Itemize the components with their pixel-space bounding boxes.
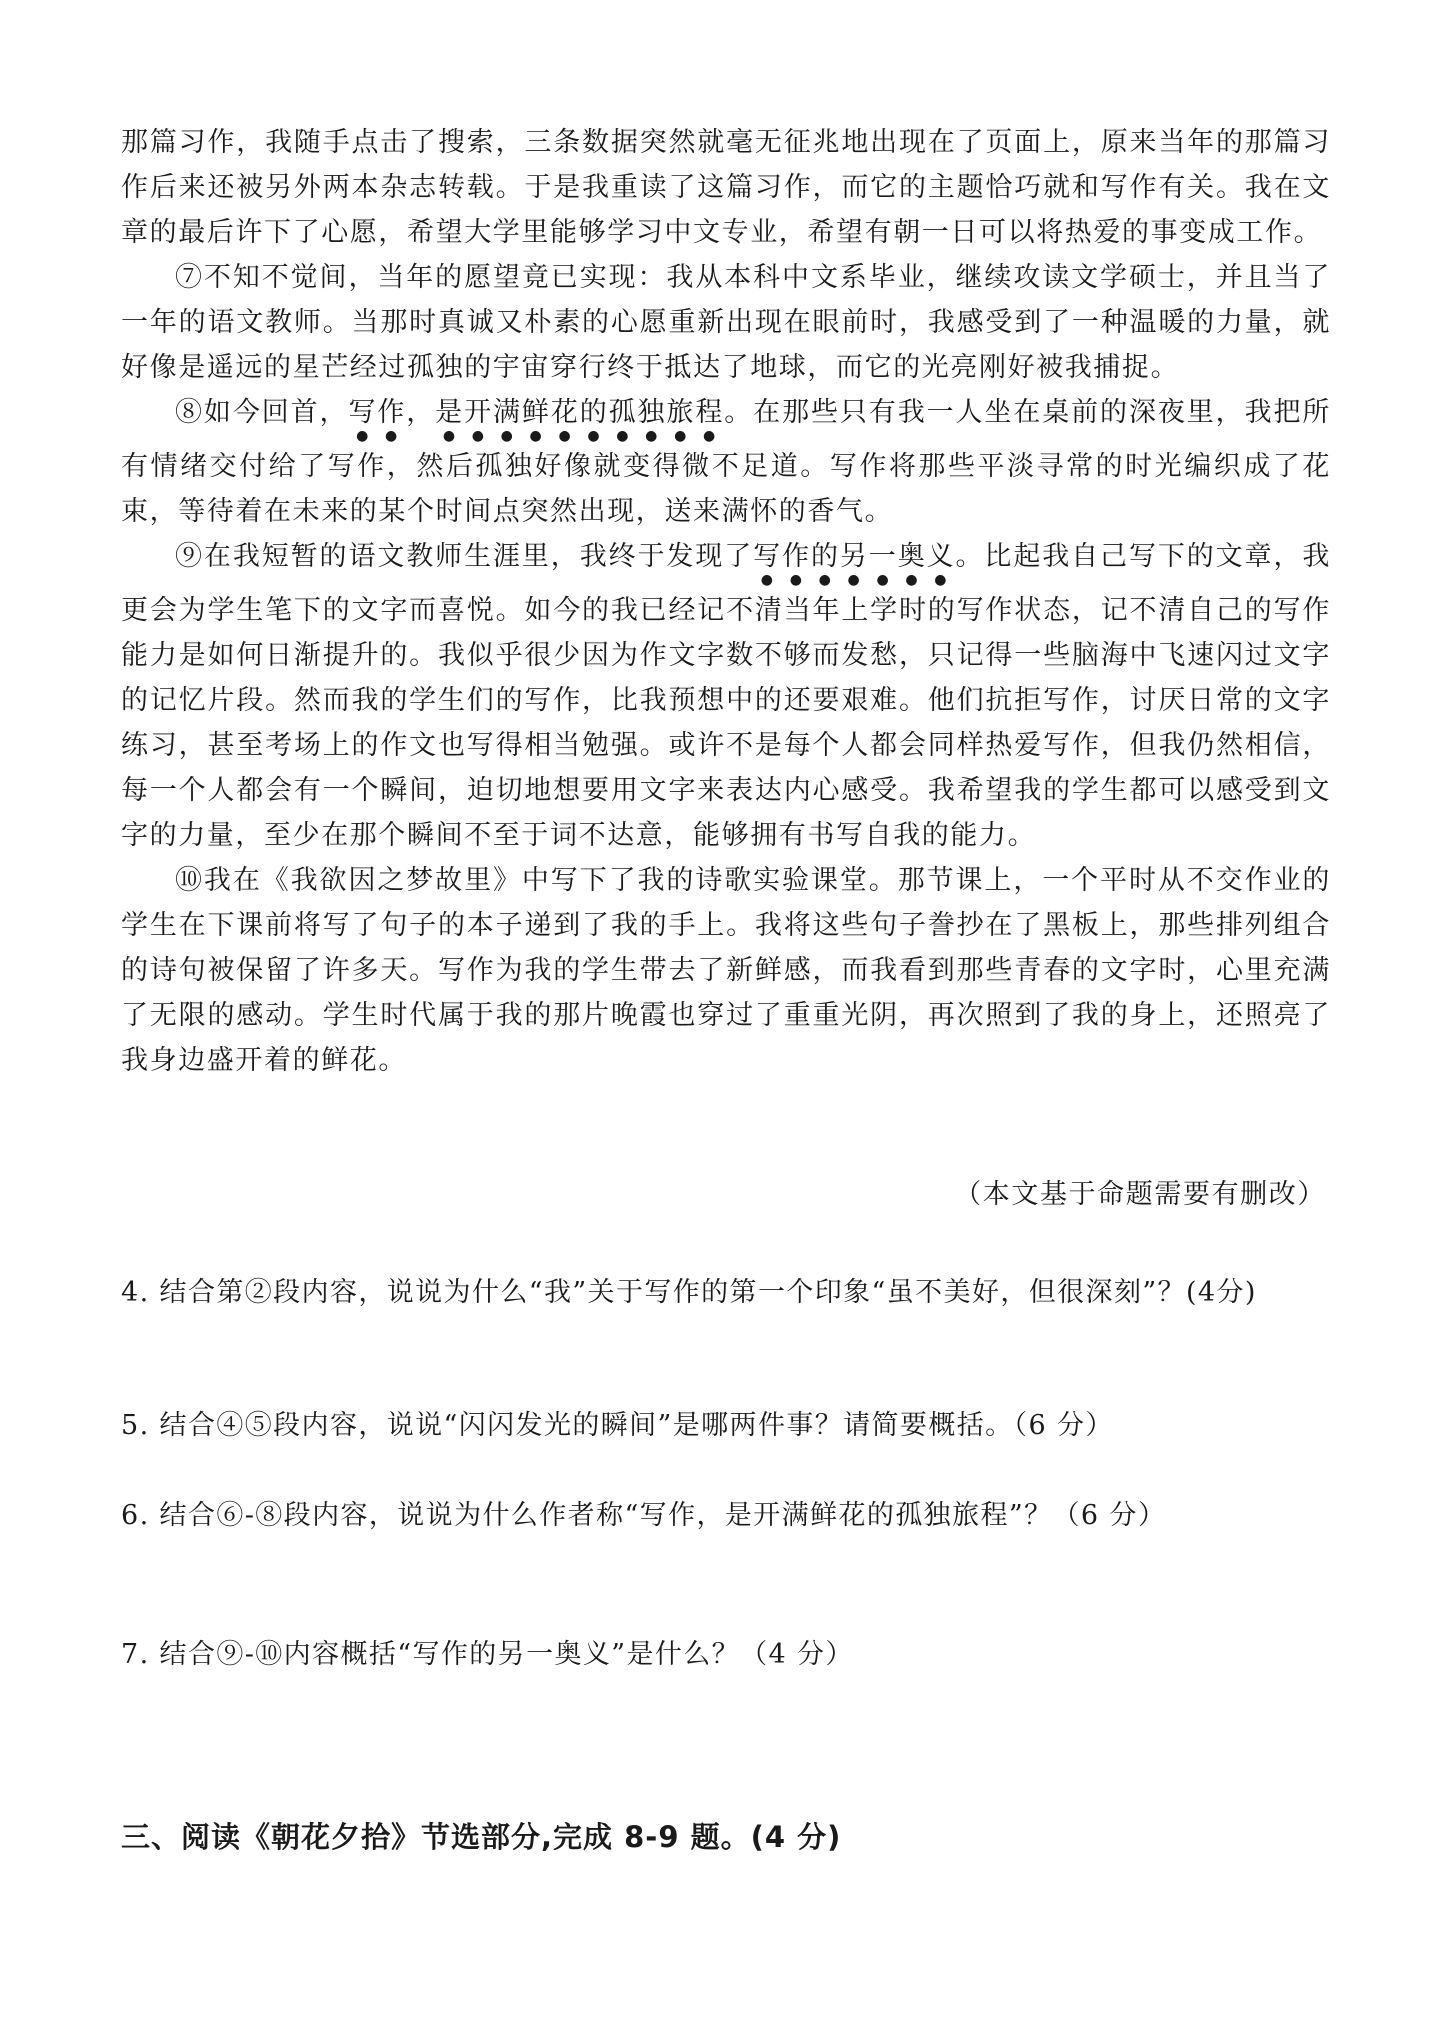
paragraph-8	[121, 390, 1331, 534]
reading-passage	[121, 120, 1331, 1083]
emphasized-phrase-another-meaning: 写作的另一奥义	[753, 541, 956, 572]
paragraph-8-rest: 。在那些只有我一人坐在桌前的深夜里，我把所有情绪交付给了写作，然后孤独好像就变得微不足道。写作将那些平淡寻常的时光编织成了花束，等待着在未来的某个时间点突然出现，送来满怀的香气。	[121, 397, 1331, 527]
paragraph-8-lead: ⑧如今回首，	[175, 397, 349, 428]
paragraph-6-continued: 那篇习作，我随手点击了搜索，三条数据突然就毫无征兆地出现在了页面上，原来当年的那篇习作后来还被另外两本杂志转载。于是我重读了这篇习作，而它的主题恰巧就和写作有关。我在文章的最后许下了心愿，希望大学里能够学习中文专业，希望有朝一日可以将热爱的事变成工作。	[121, 127, 1331, 248]
question-7: 7. 结合⑨-⑩内容概括“写作的另一奥义”是什么？（4 分）	[121, 1639, 854, 1670]
paragraph-10: ⑩我在《我欲因之梦故里》中写下了我的诗歌实验课堂。那节课上，一个平时从不交作业的学生在下课前将写了句子的本子递到了我的手上。我将这些句子誊抄在了黑板上，那些排列组合的诗句被保留了许多天。写作为我的学生带去了新鲜感，而我看到那些青春的文字时，心里充满了无限的感动。学生时代属于我的那片晚霞也穿过了重重光阴，再次照到了我的身上，还照亮了我身边盛开着的鲜花。	[121, 865, 1331, 1076]
paragraph-9	[121, 534, 1331, 858]
source-note: （本文基于命题需要有删改）	[954, 1179, 1326, 1210]
question-6: 6. 结合⑥-⑧段内容，说说为什么作者称“写作，是开满鲜花的孤独旅程”？（6 分）	[121, 1500, 1167, 1531]
question-5: 5. 结合④⑤段内容，说说“闪闪发光的瞬间”是哪两件事？请简要概括。（6 分）	[121, 1410, 1114, 1441]
paragraph-7: ⑦不知不觉间，当年的愿望竟已实现：我从本科中文系毕业，继续攻读文学硕士，并且当了一年的语文教师。当那时真诚又朴素的心愿重新出现在眼前时，我感受到了一种温暖的力量，就好像是遥远的星芒经过孤独的宇宙穿行终于抵达了地球，而它的光亮刚好被我捕捉。	[121, 262, 1331, 383]
emphasized-phrase-lonely-journey: 写作，是开满鲜花的孤独旅程	[348, 397, 725, 428]
paragraph-9-rest: 。比起我自己写下的文章，我更会为学生笔下的文字而喜悦。如今的我已经记不清当年上学时的写作状态，记不清自己的写作能力是如何日渐提升的。我似乎很少因为作文字数不够而发愁，只记得一些脑海中飞速闪过文字的记忆片段。然而我的学生们的写作，比我预想中的还要艰难。他们抗拒写作，讨厌日常的文字练习，甚至考场上的作文也写得相当勉强。或许不是每个人都会同样热爱写作，但我仍然相信，每一个人都会有一个瞬间，迫切地想要用文字来表达内心感受。我希望我的学生都可以感受到文字的力量，至少在那个瞬间不至于词不达意，能够拥有书写自我的能力。	[121, 541, 1332, 851]
section-heading: 三、阅读《朝花夕拾》节选部分,完成 8-9 题。(4 分)	[121, 1820, 842, 1854]
paragraph-9-lead: ⑨在我短暂的语文教师生涯里，我终于发现了	[175, 541, 754, 572]
question-4: 4. 结合第②段内容，说说为什么“我”关于写作的第一个印象“虽不美好，但很深刻”？(4分)	[121, 1277, 1257, 1308]
